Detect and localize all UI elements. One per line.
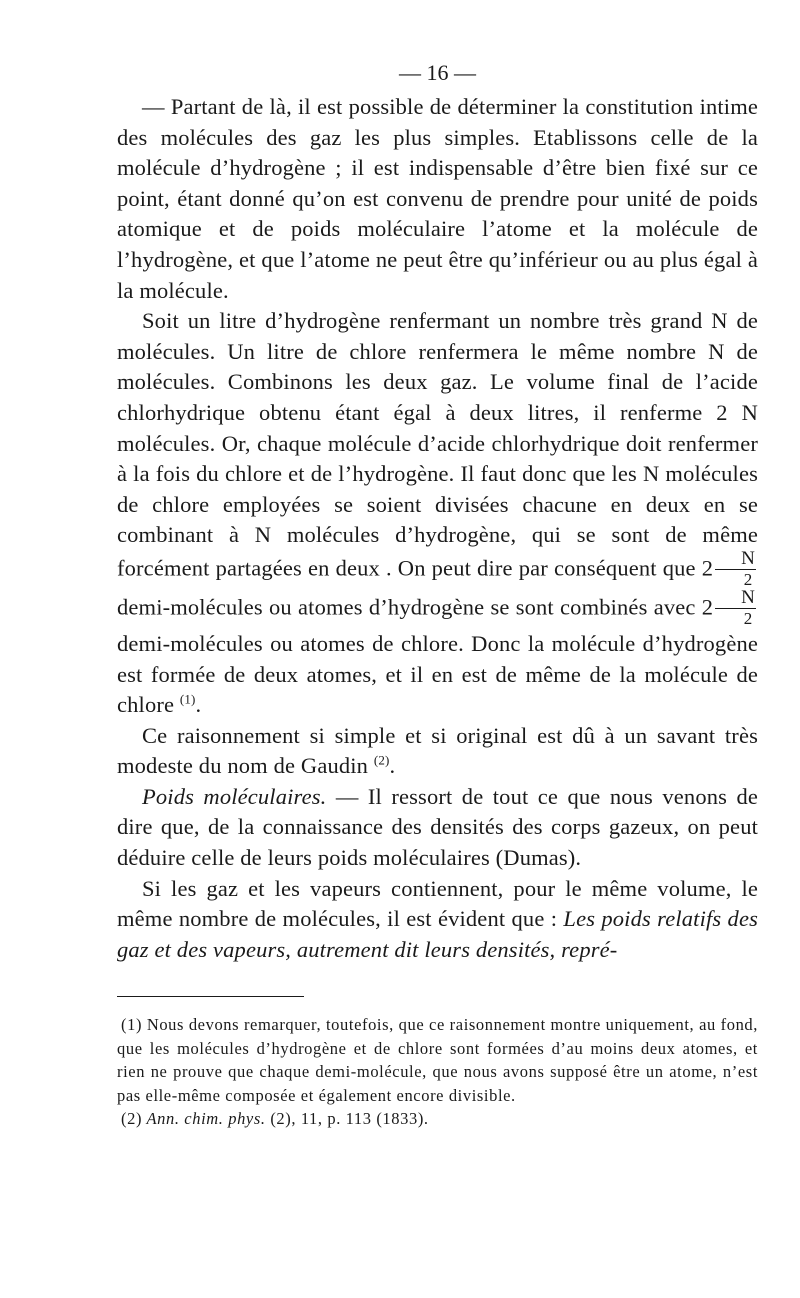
footnotes <box>117 1013 758 1131</box>
footnote-ref-1: (1) <box>179 691 196 707</box>
fraction-numerator: N <box>715 588 756 609</box>
paragraph-text: demi-molécules ou atomes d’hydrogène se sont combinés avec 2 <box>117 594 714 620</box>
footnote-2 <box>117 1107 758 1131</box>
paragraph-text: demi-molécules ou atomes de chlore. Donc la molécule d’hydrogène est formée de deux atomes, et il en est de même de la molécule de chlore <box>117 630 758 718</box>
body-text <box>117 92 758 965</box>
paragraph-gaudin <box>117 721 758 782</box>
footnote-journal: Ann. chim. phys. <box>142 1109 266 1129</box>
footnote-mark: (2) <box>121 1109 143 1129</box>
section-title: Poids moléculaires. <box>142 783 327 809</box>
fraction-numerator: N <box>715 549 756 570</box>
footnote-citation: (2), 11, p. 113 (1833). <box>265 1109 429 1129</box>
paragraph-text: Soit un litre d’hydrogène renfermant un nombre très grand N de molécules. Un litre de chlore renfermera le même nombre N de molécules. Combinons les deux gaz. Le volume final de l’acide chlorhydrique obtenu étant égal à deux litres, il renferme 2 N molécules. Or, chaque molécule d’acide chlorhydrique doit renfermer à la fois du chlore et de l’hydrogène. Il faut donc que les N molécules de chlore employées se soient divisées chacune en deux en se combinant à N molécules d’hydrogène, qui se sont de même forcément partagées en deux . On peut dire par conséquent que 2 <box>117 308 758 581</box>
document-page <box>117 58 758 1131</box>
fraction-denominator: 2 <box>743 569 753 589</box>
fraction-denominator: 2 <box>743 608 753 628</box>
paragraph-text: Si les gaz et les vapeurs contiennent, pour le même volume, le même nombre de molécules, il est évident que : <box>117 875 758 932</box>
paragraph-gases-vapors <box>117 874 758 966</box>
paragraph-text: . <box>389 753 396 779</box>
paragraph-molecular-weights <box>117 782 758 874</box>
footnote-1: (1) Nous devons remarquer, toutefois, que ce raisonnement montre uniquement, au fond, que les molécules d’hydrogène et de chlore sont formées d’au moins deux atomes, et rien ne prouve que chaque demi-molécule, que nous avons supposé être un atome, n’est pas elle-même composée et également encore divisible. <box>117 1015 758 1105</box>
paragraph-text: Ce raisonnement si simple et si original est dû à un savant très modeste du nom de Gaudin <box>117 722 758 779</box>
paragraph-hydrogen-constitution: — Partant de là, il est possible de déterminer la constitution intime des molécules des gaz les plus simples. Etablissons celle de la molécule d’hydrogène ; il est indispensable d’être bien fixé sur ce point, étant donné qu’on est convenu de prendre pour unité de poids atomique et de poids moléculaire l’atome et la molécule de l’hydrogène, et que l’atome ne peut être qu’inférieur ou au plus égal à la molécule. <box>117 94 758 303</box>
footnote-separator <box>117 996 304 997</box>
paragraph-italic-text: Les poids relatifs des gaz et des vapeurs, autrement dit leurs densités, repré- <box>117 906 758 962</box>
paragraph-text: . <box>195 692 202 718</box>
paragraph-text: — Il ressort de tout ce que nous venons de dire que, de la connaissance des densités des corps gazeux, on peut déduire celle de leurs poids moléculaires (Dumas). <box>117 783 758 871</box>
paragraph-chlorine-reasoning <box>117 306 758 721</box>
footnote-ref-2: (2) <box>373 752 390 768</box>
fraction-n-over-2 <box>715 588 756 627</box>
page-number: — 16 — <box>399 60 476 85</box>
fraction-n-over-2 <box>715 549 756 588</box>
